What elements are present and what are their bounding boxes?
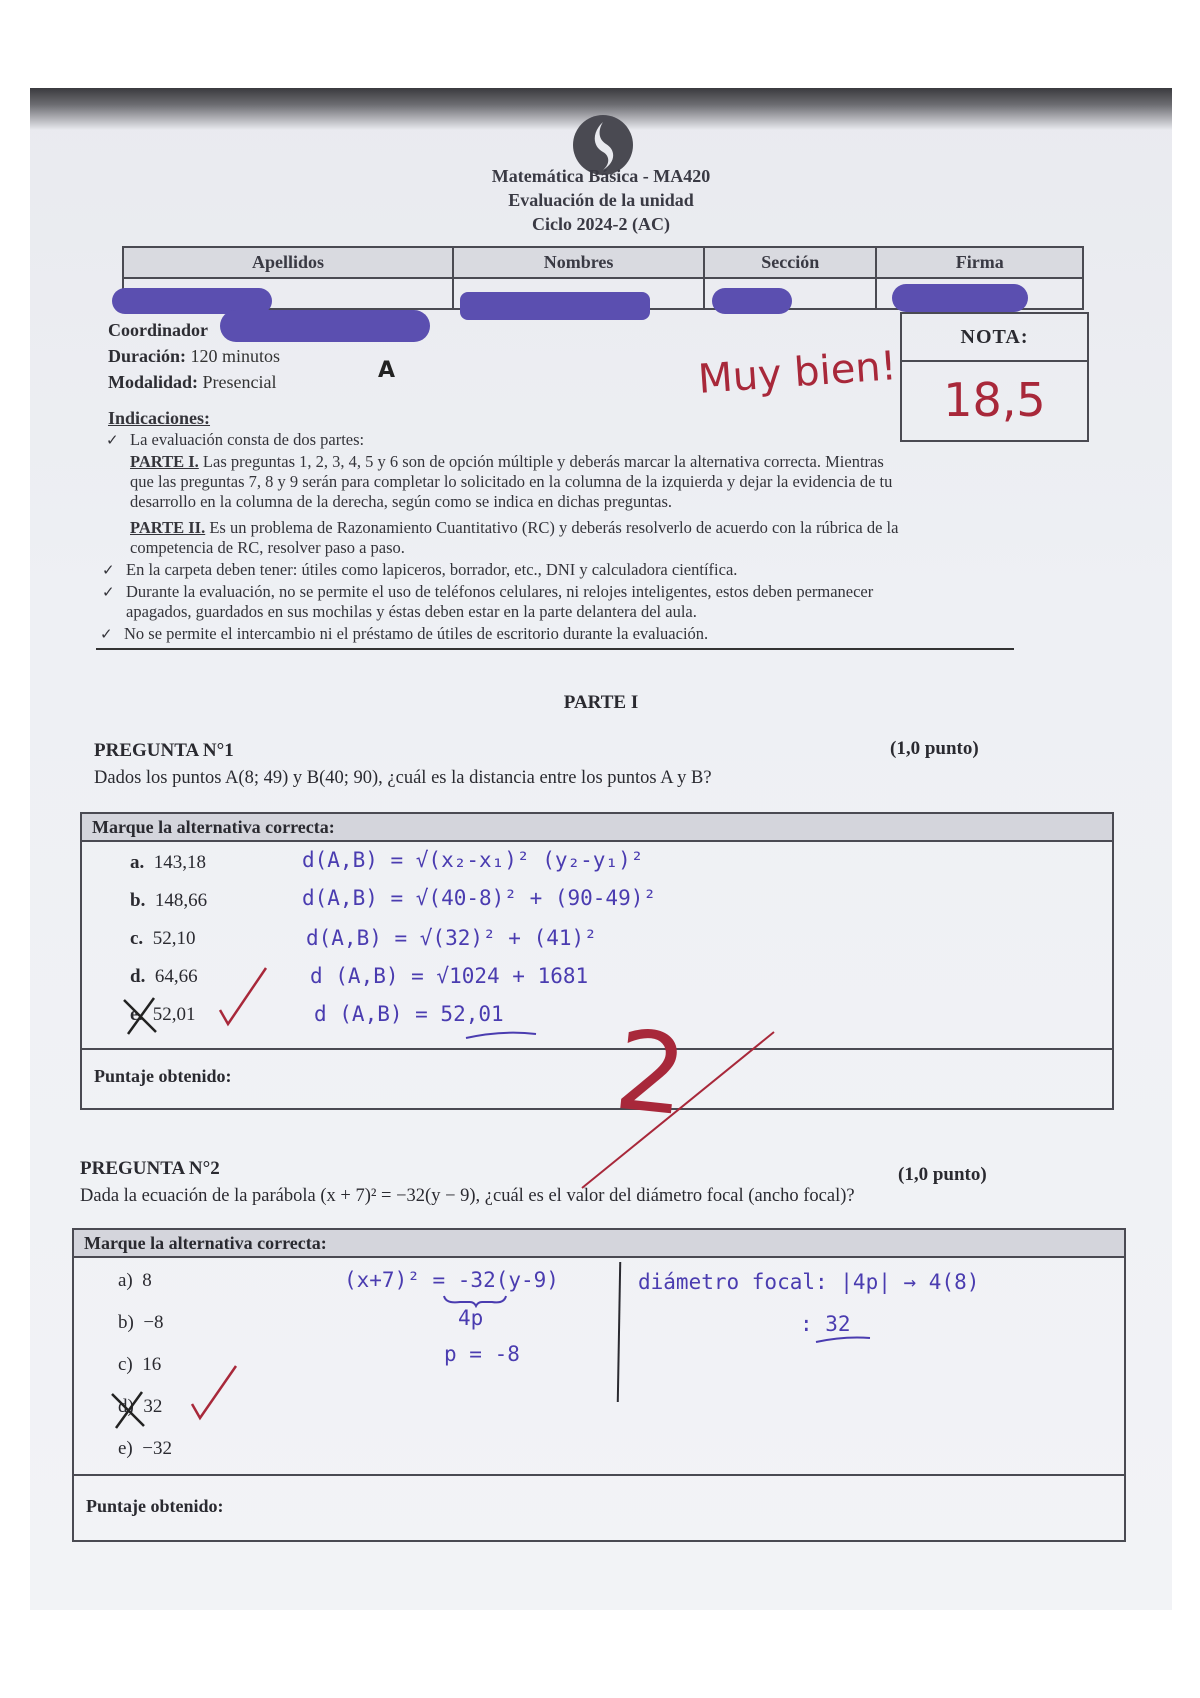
instructions-title: Indicaciones: (108, 408, 211, 428)
q1-option-b[interactable]: b. 148,66 (130, 890, 208, 911)
part1-line-1: PARTE I. Las preguntas 1, 2, 3, 4, 5 y 6 son de opción múltiple y deberás marcar la alternativa correcta. Mientras (130, 452, 884, 471)
q2-option-d[interactable]: d) 32 (118, 1396, 163, 1417)
cross-mark-icon (108, 1386, 154, 1432)
redaction-coordinator (220, 310, 430, 342)
q1-option-d[interactable]: d. 64,66 (130, 966, 198, 987)
q2-work-p: p = -8 (444, 1342, 520, 1366)
q1-work-line-5: d (A,B) = 52,01 (314, 1002, 504, 1026)
exam-sheet (30, 88, 1172, 1610)
q2-work-4p: 4p (458, 1306, 484, 1330)
col-firma: Firma (876, 247, 1083, 278)
q1-option-e[interactable]: e. 52,01 (130, 1004, 196, 1025)
q2-box-head: Marque la alternativa correcta: (74, 1230, 1124, 1258)
coordinator-label: Coordinador (108, 320, 209, 340)
grade-value: 18,5 (943, 373, 1046, 427)
redaction-signature (892, 284, 1028, 312)
q1-work-line-3: d(A,B) = √(32)² + (41)² (306, 926, 597, 950)
part1-line-2: que las preguntas 7, 8 y 9 serán para completar lo solicitado en la columna de la izquierda y dejar la evidencia de tu (130, 472, 893, 491)
check-icon: ✓ (100, 625, 113, 643)
answer-underline (814, 1334, 874, 1348)
q1-points: (1,0 punto) (890, 738, 979, 759)
exam-version: A (378, 358, 396, 383)
q2-work-focal: diámetro focal: |4p| → 4(8) (638, 1270, 980, 1294)
part1-line-3: desarrollo en la columna de la derecha, según como se indica en dichas preguntas. (130, 492, 673, 511)
q2-option-e[interactable]: e) −32 (118, 1438, 172, 1459)
q2-work-equation: (x+7)² = -32(y-9) (344, 1268, 559, 1292)
q1-work-line-4: d (A,B) = √1024 + 1681 (310, 964, 589, 988)
teacher-comment: Muy bien! (696, 343, 899, 403)
q2-answer-box (72, 1228, 1126, 1542)
work-divider (617, 1262, 621, 1402)
q2-score-label: Puntaje obtenido: (86, 1496, 224, 1516)
modality: Modalidad: Presencial (108, 372, 277, 392)
grade-label: NOTA: (902, 314, 1087, 362)
col-seccion: Sección (704, 247, 876, 278)
q1-statement: Dados los puntos A(8; 49) y B(40; 90), ¿cuál es la distancia entre los puntos A y B? (94, 768, 712, 788)
q2-points: (1,0 punto) (898, 1164, 987, 1185)
q1-title: PREGUNTA N°1 (94, 740, 234, 761)
q2-option-b[interactable]: b) −8 (118, 1312, 164, 1333)
part2-line-1: PARTE II. Es un problema de Razonamiento Cuantitativo (RC) y deberás resolverlo de acuerdo con la rúbrica de la (130, 518, 899, 537)
q1-work-line-2: d(A,B) = √(40-8)² + (90-49)² (302, 886, 657, 910)
instruction-item-4: No se permite el intercambio ni el préstamo de útiles de escritorio durante la evaluación. (124, 624, 709, 643)
col-nombres: Nombres (453, 247, 704, 278)
instruction-item-3-line-1: Durante la evaluación, no se permite el uso de teléfonos celulares, ni relojes inteligentes, estos deben permanecer (126, 582, 874, 601)
q2-statement: Dada la ecuación de la parábola (x + 7)² = −32(y − 9), ¿cuál es el valor del diámetro focal (ancho focal)? (80, 1186, 855, 1206)
redaction-name (460, 292, 650, 320)
q2-title: PREGUNTA N°2 (80, 1158, 220, 1179)
red-check-icon (186, 1358, 246, 1428)
q1-score-label: Puntaje obtenido: (94, 1066, 232, 1086)
cross-mark-icon (118, 990, 168, 1040)
check-icon: ✓ (106, 431, 119, 449)
instructions-intro: La evaluación consta de dos partes: (130, 430, 365, 449)
answer-underline (462, 1028, 542, 1044)
q1-option-c[interactable]: c. 52,10 (130, 928, 196, 949)
q2-option-c[interactable]: c) 16 (118, 1354, 162, 1375)
q2-option-a[interactable]: a) 8 (118, 1270, 152, 1291)
q1-box-head: Marque la alternativa correcta: (82, 814, 1112, 842)
q1-score-value: 2 (609, 1005, 693, 1141)
q1-option-a[interactable]: a. 143,18 (130, 852, 206, 873)
grade-box (900, 312, 1089, 442)
instruction-item-2: En la carpeta deben tener: útiles como lapiceros, borrador, etc., DNI y calculadora científica. (126, 560, 738, 579)
instructions-rule (96, 648, 1014, 650)
instruction-item-3-line-2: apagados, guardados en sus mochilas y éstas deben estar en la parte delantera del aula. (126, 602, 697, 621)
part-title: PARTE I (563, 692, 639, 713)
duration: Duración: 120 minutos (108, 346, 281, 366)
exam-title: Evaluación de la unidad (508, 190, 694, 210)
check-icon: ✓ (102, 583, 115, 601)
course-title: Matemática Básica - MA420 (491, 166, 711, 186)
redaction-section (712, 288, 792, 314)
q2-score-divider (74, 1474, 1124, 1476)
red-check-icon (214, 962, 274, 1032)
cycle-title: Ciclo 2024-2 (AC) (532, 214, 670, 234)
q2-work-result: : 32 (800, 1312, 851, 1336)
part2-line-2: competencia de RC, resolver paso a paso. (130, 538, 405, 557)
q1-work-line-1: d(A,B) = √(x₂-x₁)² (y₂-y₁)² (302, 848, 644, 872)
check-icon: ✓ (102, 561, 115, 579)
col-apellidos: Apellidos (123, 247, 453, 278)
score-slash-mark (564, 1028, 804, 1198)
